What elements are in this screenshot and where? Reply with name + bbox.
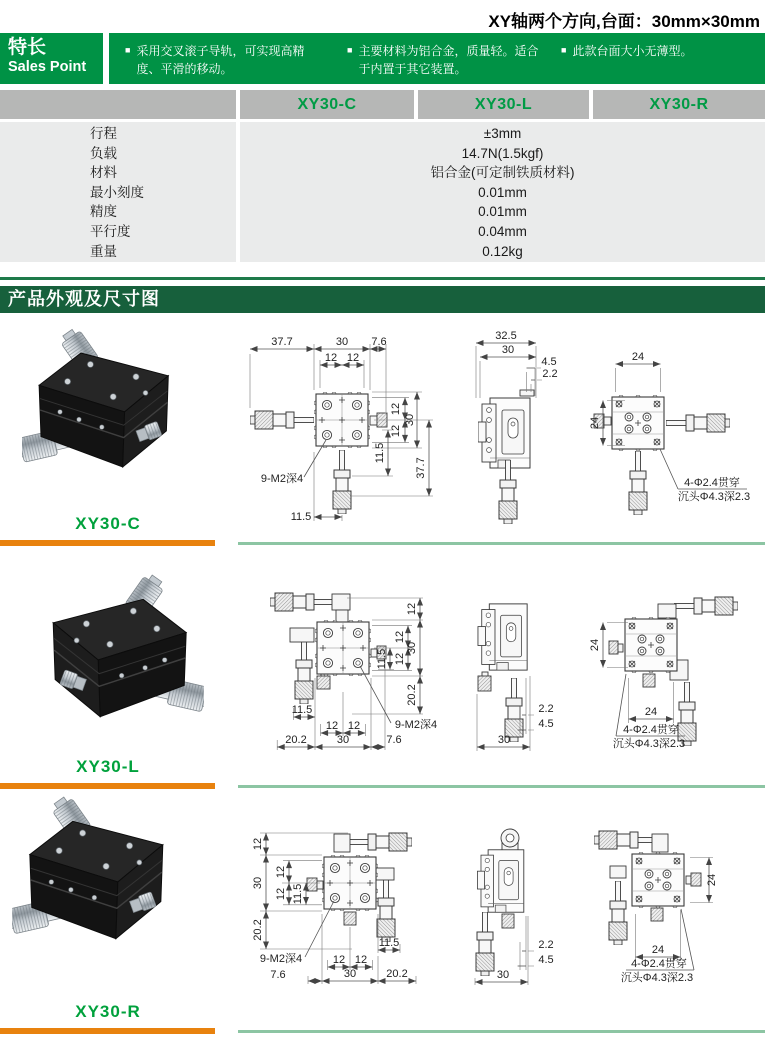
sales-point-list [109,33,765,84]
spec-value: ±3mm [483,126,522,141]
spec-value: 0.01mm [478,204,527,220]
dim-label: 11.5 [290,511,312,523]
dim-label: 30 [404,413,416,427]
dim-label: 30 [497,734,511,746]
bullet-square-icon: ■ [125,45,131,55]
thread-note: 9-M2深4 [259,953,303,965]
dim-label: 11.5 [291,704,313,716]
product-photo [8,570,204,746]
sales-point-bullet [561,42,751,60]
spec-label-column [0,122,236,262]
dim-label: 37.7 [271,336,293,348]
dim-label: 30 [335,336,349,348]
hole-note: 4-Φ2.4贯穿 [623,724,679,736]
dim-label: 30 [406,641,418,655]
spec-value: 0.04mm [478,223,527,239]
spec-value-column [240,122,765,262]
dim-label: 12 [406,602,418,616]
dim-label: 30 [252,876,264,890]
product-photo [12,792,208,968]
bullet-square-icon: ■ [347,45,353,55]
spec-value: 铝合金(可定制铁质材料) [430,165,575,181]
sales-point-bullet [347,42,547,78]
back-view [589,597,738,750]
dim-label: 24 [589,638,601,652]
dim-label: 12 [390,424,402,438]
dim-label: 24 [589,416,601,430]
product-section-xy30-r [0,790,765,1034]
row-separator-line [238,542,765,545]
dim-label: 20.2 [386,968,408,980]
dim-label: 30 [501,344,515,356]
spec-label: 平行度 [90,223,131,239]
dim-label: 2.2 [542,368,558,380]
thread-note: 9-M2深4 [260,473,304,485]
product-model-label: XY30-L [76,757,140,776]
dim-label: 12 [394,630,406,644]
spec-label: 精度 [90,204,117,220]
dim-label: 24 [706,873,718,887]
spec-value: 0.01mm [478,184,527,200]
back-view [589,351,750,515]
dim-label: 30 [496,969,510,981]
back-view [594,831,718,984]
model-underline-bar [0,540,215,546]
dim-label: 12 [390,402,402,416]
hole-note: 沉头Φ4.3深2.3 [612,738,686,750]
dim-label: 30 [343,968,357,980]
product-photo [22,324,212,496]
dim-label: 37.7 [415,457,427,479]
dim-label: 12 [346,352,360,364]
front-view [252,833,416,984]
model-underline-bar [0,783,215,789]
spec-label: 负载 [90,145,117,161]
dim-label: 24 [644,706,658,718]
bullet-text: 采用交叉滚子导轨，可实现高精度、平滑的移动。 [136,44,305,76]
spec-label: 行程 [90,126,117,141]
hole-note: 4-Φ2.4贯穿 [684,477,740,489]
dim-label: 11.5 [374,442,386,464]
hole-note: 4-Φ2.4贯穿 [631,958,687,970]
bullet-square-icon: ■ [561,45,567,55]
section-title: 产品外观及尺寸图 [0,286,765,313]
dim-label: 7.6 [371,336,387,348]
spec-value: 14.7N(1.5kgf) [461,145,544,161]
row-separator-line [238,1030,765,1033]
model-underline-bar [0,1028,215,1034]
bullet-text: 主要材料为铝合金，质量轻。适合于内置于其它装置。 [358,44,539,76]
front-view [270,593,437,750]
dim-label: 12 [347,720,361,732]
dim-label: 7.6 [270,969,286,981]
dim-label: 20.2 [285,734,307,746]
product-section-xy30-l [0,556,765,789]
dim-label: 20.2 [406,684,418,706]
dim-label: 4.5 [541,356,557,368]
dim-label: 11.5 [378,937,400,949]
sales-point-bullet [125,42,311,78]
hole-note: 沉头Φ4.3深2.3 [620,972,694,984]
dim-label: 12 [394,652,406,666]
dim-label: 30 [336,734,350,746]
dim-label: 4.5 [538,718,554,730]
thread-note: 9-M2深4 [394,719,438,731]
dim-label: 12 [252,837,264,851]
dim-label: 12 [324,352,338,364]
dim-label: 12 [275,887,287,901]
product-model-label: XY30-R [75,1002,141,1021]
spec-header-empty [0,90,236,119]
dim-label: 11.5 [292,883,304,905]
dimension-drawing [232,318,765,534]
dim-label: 12 [275,865,287,879]
spec-header-xy30-l: XY30-L [418,90,589,119]
dim-label: 12 [325,720,339,732]
side-view [476,330,558,524]
sales-point-header [0,33,103,84]
spec-label: 材料 [90,165,117,181]
dimension-drawing [232,556,765,777]
spec-value: 0.12kg [482,243,523,259]
spec-header-xy30-r: XY30-R [593,90,765,119]
sales-point-title-en: Sales Point [8,58,87,75]
row-separator-line [238,785,765,788]
dim-label: 24 [631,351,645,363]
sales-point-title-cn: 特长 [8,37,47,58]
dim-label: 7.6 [386,734,402,746]
product-model-label: XY30-C [75,514,141,533]
spec-header-xy30-c: XY30-C [240,90,414,119]
dim-label: 2.2 [538,939,554,951]
dim-label: 24 [651,944,665,956]
dim-label: 12 [332,954,346,966]
side-view [475,829,554,985]
dim-label: 2.2 [538,703,554,715]
dimension-drawing [232,790,765,1022]
page-title: XY轴两个方向,台面：30mm×30mm [488,12,760,31]
front-view [250,336,433,523]
dim-label: 12 [354,954,368,966]
dim-label: 11.5 [376,648,388,670]
side-view [477,604,554,751]
product-section-xy30-c [0,318,765,546]
dim-label: 4.5 [538,954,554,966]
dim-label: 32.5 [495,330,517,342]
bullet-text: 此款台面大小无薄型。 [572,44,693,58]
dim-label: 20.2 [252,919,264,941]
section-divider [0,277,765,280]
spec-label: 重量 [90,243,117,259]
hole-note: 沉头Φ4.3深2.3 [677,491,751,503]
spec-label: 最小刻度 [90,184,144,200]
